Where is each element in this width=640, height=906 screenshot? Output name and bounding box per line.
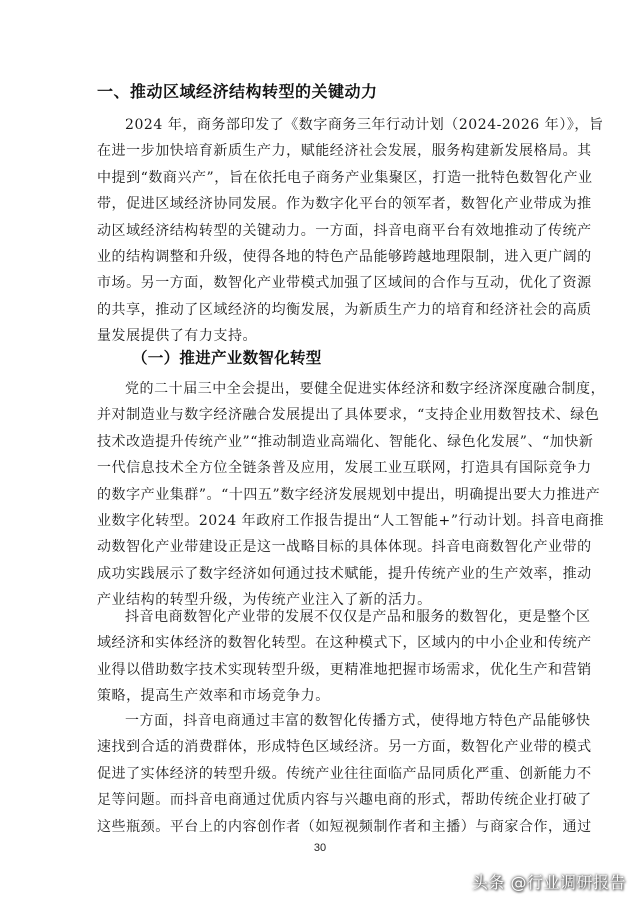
text-line: 市场。另一方面，数智化产业带模式加强了区域间的合作与互动，优化了资源 — [97, 275, 592, 292]
text-line: 业的结构调整和升级，使得各地的特色产品能够跨越地理限制，进入更广阔的 — [97, 248, 592, 265]
text-line: 业数字化转型。2024 年政府工作报告提出“人工智能+”行动计划。抖音电商推 — [97, 512, 605, 529]
text-line: 速找到合适的消费群体，形成特色区域经济。另一方面，数智化产业带的模式 — [97, 739, 592, 756]
text-line: 在进一步加快培育新质生产力，赋能经济社会发展，服务构建新发展格局。其 — [97, 143, 592, 160]
text-line: 带，促进区域经济协同发展。作为数字化平台的领军者，数智化产业带成为推 — [97, 196, 592, 213]
text-line: 策略，提高生产效率和市场竞争力。 — [97, 688, 330, 705]
paragraph-1 — [97, 112, 604, 350]
text-line: 技术改造提升传统产业”“推动制造业高端化、智能化、绿色化发展”、“加快新 — [97, 433, 594, 450]
paragraph-4 — [97, 708, 592, 840]
text-line: 一代信息技术全方位全链条普及应用，发展工业互联网，打造具有国际竞争力 — [97, 460, 592, 477]
section-heading: 一、推动区域经济结构转型的关键动力 — [97, 82, 378, 101]
source-watermark: 头条 @行业调研报告 — [471, 873, 626, 892]
text-line: 促进了实体经济的转型升级。传统产业往往面临产品同质化严重、创新能力不 — [97, 765, 592, 782]
text-line: 业得以借助数字技术实现转型升级，更精准地把握市场需求，优化生产和营销 — [97, 661, 592, 678]
text-line: 动数智化产业带建设正是这一战略目标的具体体现。抖音电商数智化产业带的 — [97, 539, 592, 556]
text-line: 的数字产业集群”。“十四五”数字经济发展规划中提出，明确提出要大力推进产 — [97, 486, 601, 503]
text-line: 成功实践展示了数字经济如何通过技术赋能，提升传统产业的生产效率，推动 — [97, 565, 592, 582]
text-line: 党的二十届三中全会提出，要健全促进实体经济和数字经济深度融合制度， — [125, 381, 606, 397]
text-line: 足等问题。而抖音电商通过优质内容与兴趣电商的形式，帮助传统企业打破了 — [97, 792, 592, 809]
paragraph-3 — [97, 604, 592, 710]
text-line: 的共享，推动了区域经济的均衡发展，为新质生产力的培育和经济社会的高质 — [97, 301, 592, 318]
text-line: 产业结构的转型升级，为传统产业注入了新的活力。 — [97, 592, 432, 609]
text-line: 2024 年，商务部印发了《数字商务三年行动计划（2024-2026 年）》，旨 — [125, 117, 604, 133]
text-line: 中提到“数商兴产”，旨在依托电子商务产业集聚区，打造一批特色数智化产业 — [97, 169, 593, 186]
text-line: 抖音电商数智化产业带的发展不仅仅是产品和服务的数智化，更是整个区 — [125, 609, 591, 625]
text-line: 并对制造业与数字经济融合发展提出了具体要求，“支持企业用数智技术、绿色 — [97, 407, 600, 424]
paragraph-2 — [97, 376, 606, 614]
text-line: 量发展提供了有力支持。 — [97, 328, 258, 345]
text-line: 这些瓶颈。平台上的内容创作者（如短视频制作者和主播）与商家合作，通过 — [97, 818, 592, 835]
text-line: 动区域经济结构转型的关键动力。一方面，抖音电商平台有效地推动了传统产 — [97, 222, 592, 239]
text-line: 域经济和实体经济的数智化转型。在这种模式下，区域内的中小企业和传统产 — [97, 635, 592, 652]
page-number: 30 — [313, 842, 327, 854]
subsection-heading: （一）推进产业数智化转型 — [132, 349, 322, 367]
text-line: 一方面，抖音电商通过丰富的数智化传播方式，使得地方特色产品能够快 — [125, 713, 591, 729]
